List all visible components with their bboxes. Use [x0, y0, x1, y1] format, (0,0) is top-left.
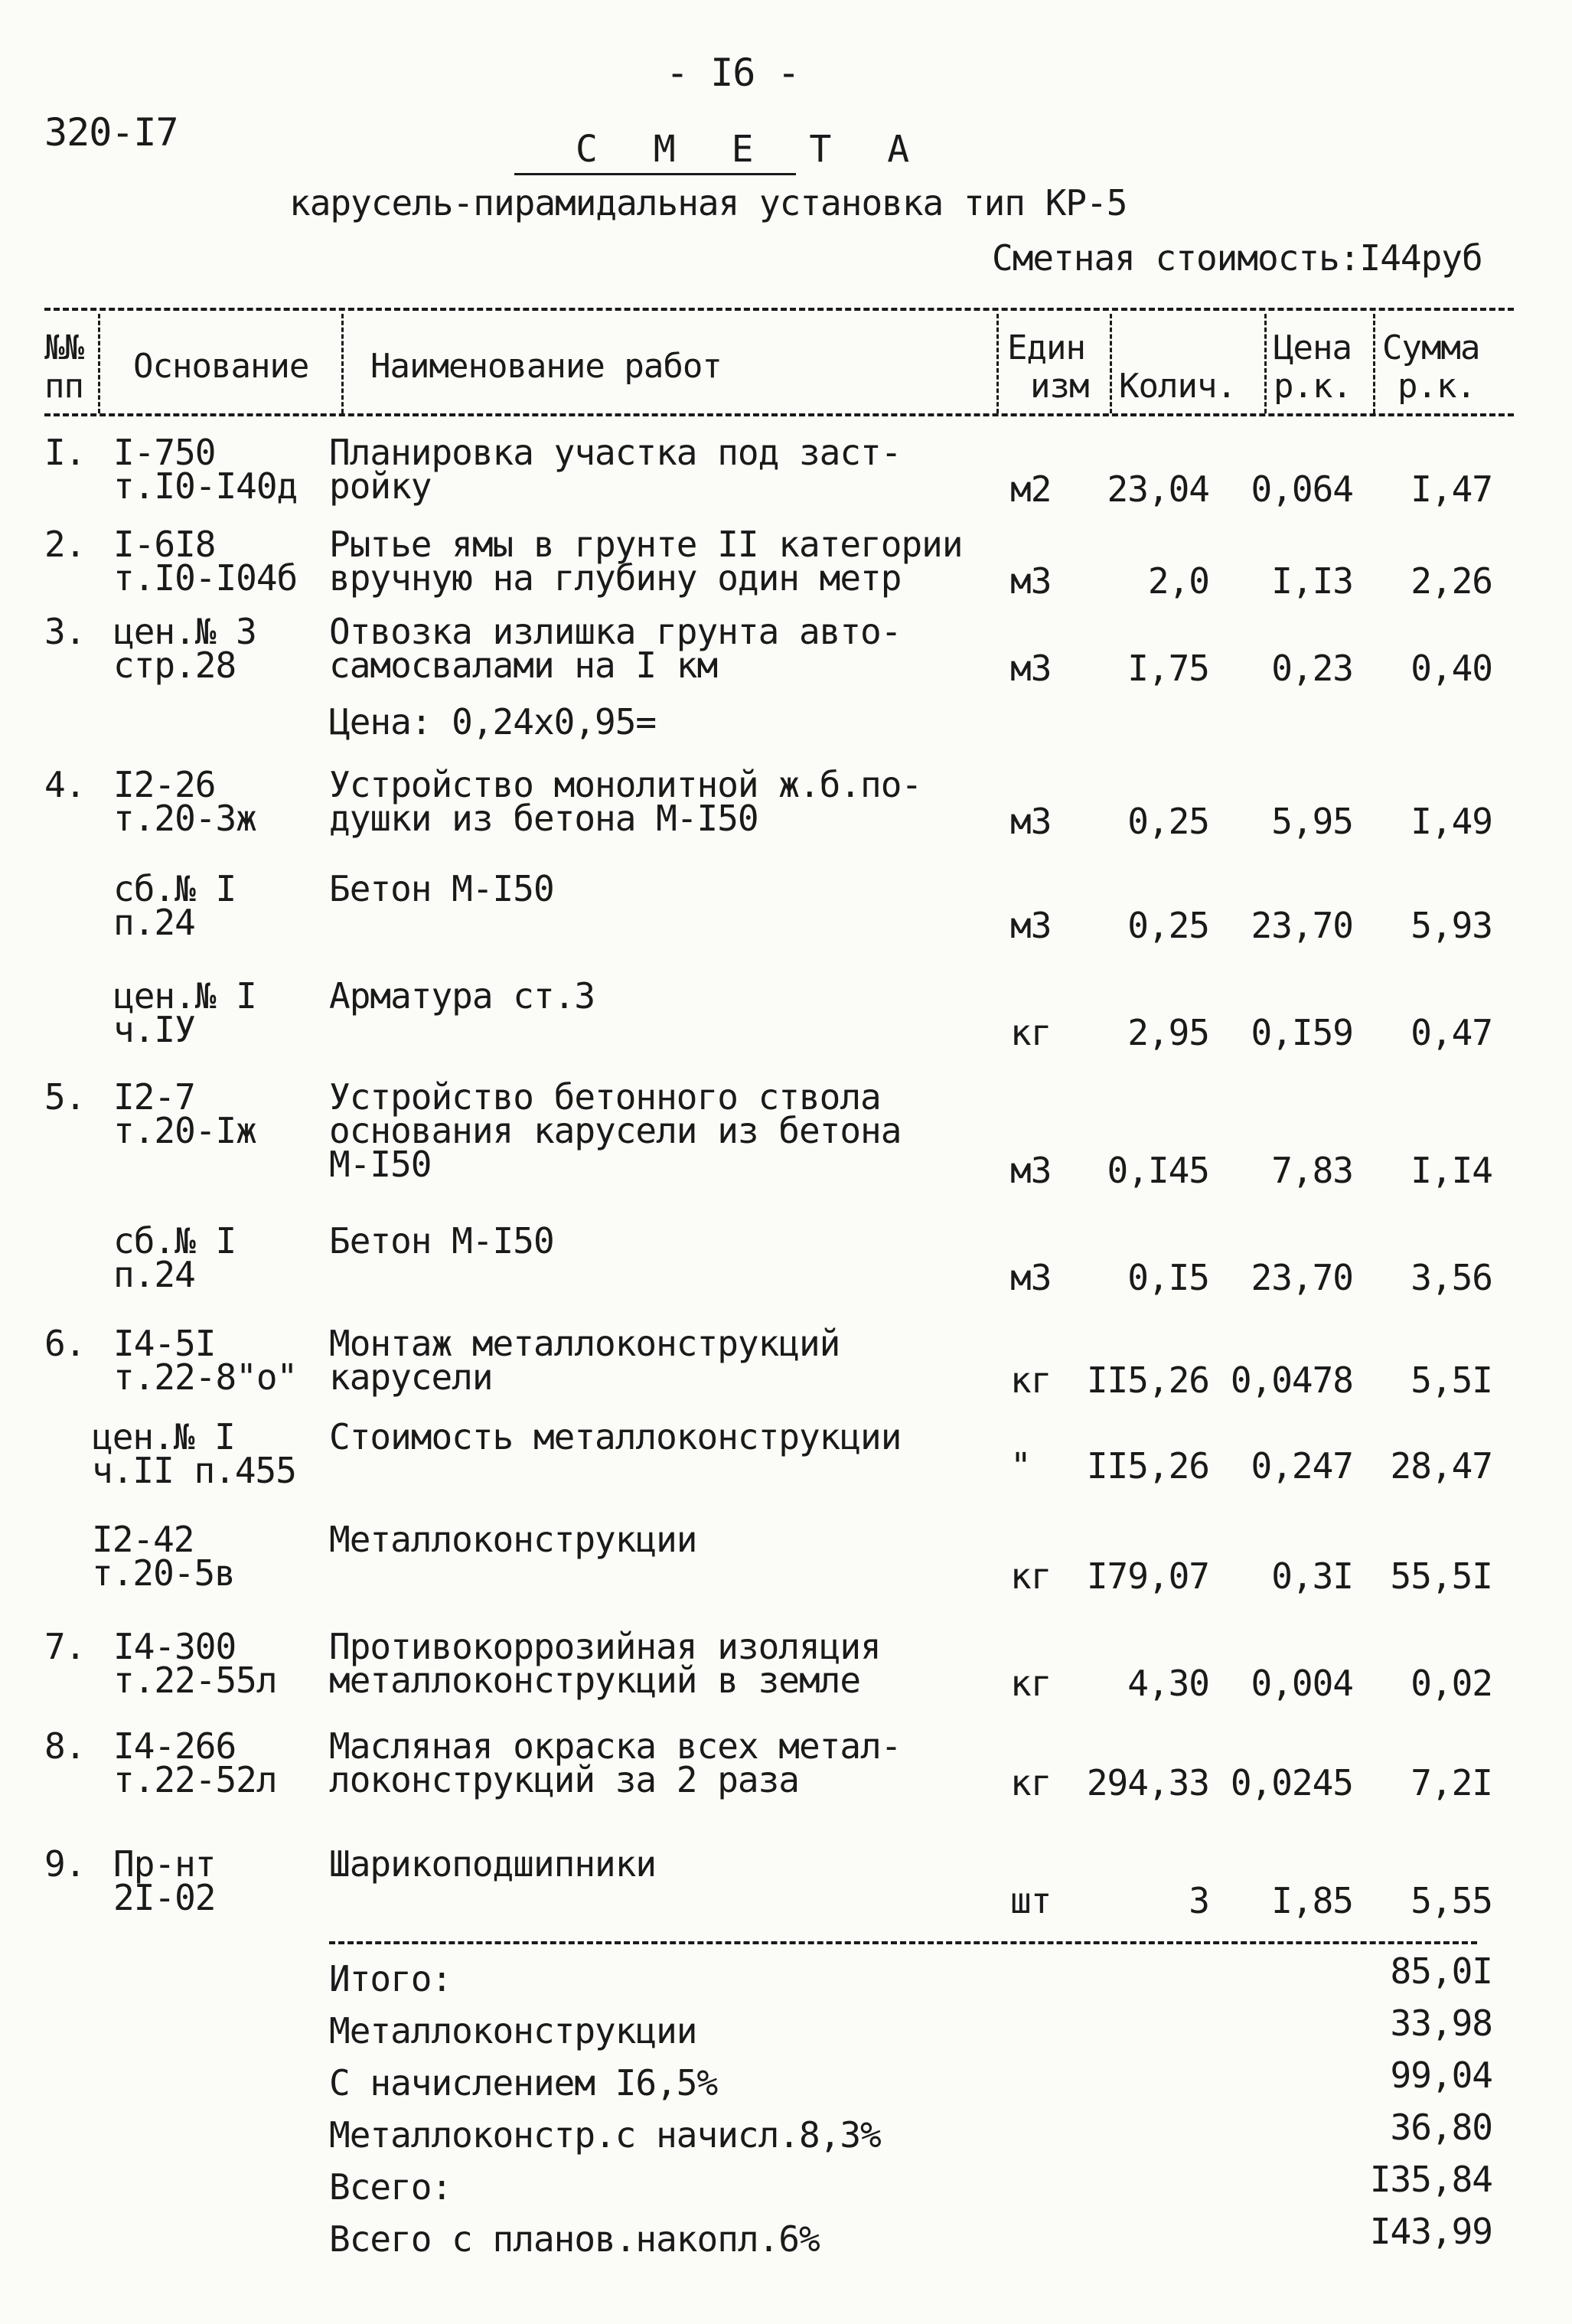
row-work-name: Планировка участка под заст- — [329, 432, 902, 473]
row-basis: цен.№ I — [113, 975, 256, 1017]
row-basis: т.20-Iж — [113, 1110, 256, 1151]
total-label: Итого: — [329, 1958, 452, 1999]
row-work-name: локонструкций за 2 раза — [329, 1759, 799, 1800]
row-work-name: Масляная окраска всех метал- — [329, 1725, 902, 1767]
row-price: 0,247 — [1251, 1445, 1353, 1487]
header-sum-2: р.к. — [1398, 367, 1476, 406]
row-work-name: вручную на глубину один метр — [329, 557, 902, 599]
header-name: Наименование работ — [370, 347, 722, 386]
row-work-name: Цена: 0,24х0,95= — [329, 701, 657, 743]
row-work-name: Стоимость металлоконструкции — [329, 1416, 902, 1457]
row-work-name: Монтаж металлоконструкций — [329, 1323, 840, 1364]
header-price-1: Цена — [1274, 328, 1352, 367]
row-quantity: 23,04 — [1107, 468, 1209, 510]
row-work-name: Металлоконструкции — [329, 1519, 697, 1560]
row-basis: I4-266 — [113, 1725, 236, 1767]
row-basis: I2-7 — [113, 1076, 195, 1118]
total-label: Всего: — [329, 2166, 452, 2208]
row-unit: м3 — [1010, 801, 1052, 842]
row-sum: 2,26 — [1411, 560, 1492, 602]
row-price: 0,23 — [1271, 648, 1353, 689]
row-basis: I4-5I — [113, 1323, 216, 1364]
row-work-name: Противокоррозийная изоляция — [329, 1626, 881, 1667]
row-number: 8. — [44, 1725, 86, 1767]
row-number: 6. — [44, 1323, 86, 1364]
row-price: 0,0245 — [1230, 1762, 1353, 1803]
col-divider — [98, 314, 100, 413]
row-basis: т.20-3ж — [113, 798, 256, 839]
row-work-name: Бетон М-I50 — [329, 868, 554, 909]
row-unit: " — [1010, 1445, 1031, 1487]
row-sum: 5,93 — [1411, 905, 1492, 946]
row-sum: 0,47 — [1411, 1012, 1492, 1053]
total-label: Металлоконструкции — [329, 2010, 697, 2051]
header-qty: Колич. — [1119, 367, 1236, 406]
total-value: 36,80 — [1390, 2107, 1492, 2148]
row-basis: т.22-52л — [113, 1759, 277, 1800]
row-basis: цен.№ I — [92, 1416, 235, 1457]
row-unit: кг — [1010, 1762, 1052, 1803]
header-top-rule — [44, 308, 1514, 311]
row-basis: т.I0-I04б — [113, 557, 298, 599]
row-work-name: Рытье ямы в грунте II категории — [329, 524, 963, 565]
header-price-2: р.к. — [1274, 367, 1352, 406]
totals-rule — [329, 1941, 1477, 1944]
document-subtitle: карусель-пирамидальная установка тип КР-5 — [289, 182, 1127, 224]
row-price: I,85 — [1271, 1880, 1353, 1921]
row-price: 0,004 — [1251, 1663, 1353, 1704]
row-basis: п.24 — [113, 1254, 195, 1295]
row-basis: I-6I8 — [113, 524, 216, 565]
row-price: 23,70 — [1251, 905, 1353, 946]
row-work-name: душки из бетона М-I50 — [329, 798, 758, 839]
row-unit: шт — [1010, 1880, 1052, 1921]
row-unit: м3 — [1010, 560, 1052, 602]
total-value: I43,99 — [1369, 2211, 1492, 2252]
total-value: 85,0I — [1390, 1950, 1492, 1992]
col-divider — [341, 314, 344, 413]
row-basis: т.20-5в — [92, 1552, 235, 1594]
col-divider — [1264, 314, 1267, 413]
row-sum: 0,40 — [1411, 648, 1492, 689]
row-sum: 7,2I — [1411, 1762, 1492, 1803]
row-work-name: Бетон М-I50 — [329, 1220, 554, 1262]
header-num-1: №№ — [44, 328, 83, 367]
row-price: 5,95 — [1271, 801, 1353, 842]
row-basis: I2-26 — [113, 764, 216, 805]
row-sum: 55,5I — [1390, 1555, 1492, 1597]
title-underline — [514, 173, 796, 175]
row-number: 3. — [44, 611, 86, 652]
row-quantity: 0,25 — [1127, 801, 1209, 842]
row-quantity: 294,33 — [1086, 1762, 1209, 1803]
row-quantity: 2,95 — [1127, 1012, 1209, 1053]
row-sum: 5,5I — [1411, 1359, 1492, 1401]
row-unit: м3 — [1010, 1150, 1052, 1191]
row-basis: стр.28 — [113, 645, 236, 686]
row-quantity: I,75 — [1127, 648, 1209, 689]
row-number: 2. — [44, 524, 86, 565]
col-divider — [1110, 314, 1112, 413]
row-basis: I4-300 — [113, 1626, 236, 1667]
row-unit: кг — [1010, 1012, 1052, 1053]
col-divider — [996, 314, 999, 413]
row-work-name: Шарикоподшипники — [329, 1843, 657, 1885]
total-value: 99,04 — [1390, 2055, 1492, 2096]
row-sum: 28,47 — [1390, 1445, 1492, 1487]
row-price: I,I3 — [1271, 560, 1353, 602]
row-unit: кг — [1010, 1663, 1052, 1704]
row-number: 4. — [44, 764, 86, 805]
row-unit: кг — [1010, 1555, 1052, 1597]
col-divider — [1373, 314, 1375, 413]
row-unit: м3 — [1010, 648, 1052, 689]
header-sum-1: Сумма — [1382, 328, 1480, 367]
row-basis: цен.№ 3 — [113, 611, 256, 652]
row-sum: 3,56 — [1411, 1257, 1492, 1298]
row-basis: I-750 — [113, 432, 216, 473]
row-basis: ч.II п.455 — [92, 1450, 296, 1491]
header-unit-2: изм — [1030, 367, 1089, 406]
row-basis: сб.№ I — [113, 1220, 236, 1262]
row-number: 9. — [44, 1843, 86, 1885]
row-unit: кг — [1010, 1359, 1052, 1401]
row-quantity: II5,26 — [1086, 1359, 1209, 1401]
row-basis: т.22-8"о" — [113, 1356, 298, 1398]
row-work-name: металлоконструкций в земле — [329, 1660, 861, 1701]
row-work-name: ройку — [329, 465, 432, 507]
row-price: 7,83 — [1271, 1150, 1353, 1191]
row-unit: м2 — [1010, 468, 1052, 510]
row-number: 7. — [44, 1626, 86, 1667]
row-sum: 5,55 — [1411, 1880, 1492, 1921]
row-price: 0,I59 — [1251, 1012, 1353, 1053]
row-work-name: М-I50 — [329, 1144, 432, 1185]
row-quantity: 3 — [1189, 1880, 1209, 1921]
total-label: С начислением I6,5% — [329, 2062, 718, 2104]
estimated-cost: Сметная стоимость:I44руб — [992, 237, 1482, 279]
row-number: 5. — [44, 1076, 86, 1118]
row-quantity: 4,30 — [1127, 1663, 1209, 1704]
row-unit: м3 — [1010, 1257, 1052, 1298]
row-basis: т.22-55л — [113, 1660, 277, 1701]
total-label: Всего с планов.накопл.6% — [329, 2218, 820, 2260]
row-price: 0,0478 — [1230, 1359, 1353, 1401]
row-work-name: Устройство бетонного ствола — [329, 1076, 881, 1118]
row-work-name: карусели — [329, 1356, 493, 1398]
row-basis: ч.IУ — [113, 1009, 195, 1050]
row-price: 0,064 — [1251, 468, 1353, 510]
document-title: С М Е Т А — [576, 128, 927, 171]
row-work-name: основания карусели из бетона — [329, 1110, 902, 1151]
row-sum: I,47 — [1411, 468, 1492, 510]
document-code: 320-I7 — [44, 110, 178, 155]
header-basis: Основание — [133, 347, 309, 386]
row-basis: Пр-нт — [113, 1843, 216, 1885]
row-quantity: 0,25 — [1127, 905, 1209, 946]
header-num-2: пп — [44, 367, 83, 406]
row-sum: 0,02 — [1411, 1663, 1492, 1704]
row-quantity: I79,07 — [1086, 1555, 1209, 1597]
row-work-name: самосвалами на I км — [329, 645, 718, 686]
row-unit: м3 — [1010, 905, 1052, 946]
row-basis: I2-42 — [92, 1519, 194, 1560]
total-value: 33,98 — [1390, 2002, 1492, 2044]
row-basis: 2I-02 — [113, 1877, 216, 1918]
row-basis: т.I0-I40д — [113, 465, 298, 507]
row-basis: сб.№ I — [113, 868, 236, 909]
row-quantity: 0,I5 — [1127, 1257, 1209, 1298]
header-bottom-rule — [44, 413, 1514, 416]
total-label: Металлоконстр.с начисл.8,3% — [329, 2114, 881, 2156]
page-number: - I6 - — [666, 51, 800, 95]
row-quantity: 0,I45 — [1107, 1150, 1209, 1191]
row-work-name: Отвозка излишка грунта авто- — [329, 611, 902, 652]
total-value: I35,84 — [1369, 2159, 1492, 2200]
row-work-name: Устройство монолитной ж.б.по- — [329, 764, 922, 805]
header-unit-1: Един — [1007, 328, 1085, 367]
row-sum: I,49 — [1411, 801, 1492, 842]
row-basis: п.24 — [113, 902, 195, 943]
row-quantity: 2,0 — [1147, 560, 1209, 602]
row-quantity: II5,26 — [1086, 1445, 1209, 1487]
row-sum: I,I4 — [1411, 1150, 1492, 1191]
row-price: 0,3I — [1271, 1555, 1353, 1597]
row-number: I. — [44, 432, 86, 473]
row-work-name: Арматура ст.3 — [329, 975, 595, 1017]
row-price: 23,70 — [1251, 1257, 1353, 1298]
